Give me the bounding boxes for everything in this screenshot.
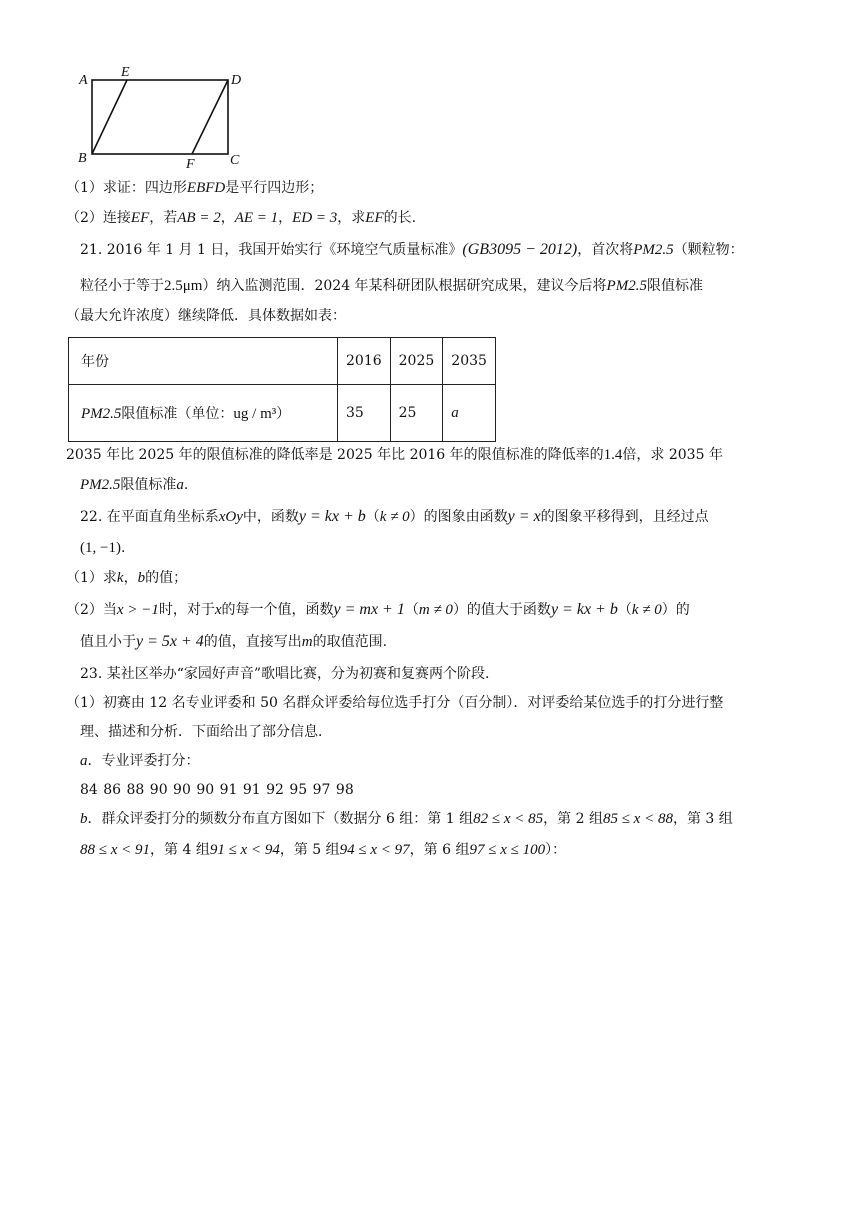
table-header-cell: 2035	[443, 338, 496, 385]
q20-part1: （1）求证：四边形EBFD是平行四边形；	[66, 180, 324, 196]
q21-line1: 21. 2016 年 1 月 1 日，我国开始实行《环境空气质量标准》(GB3095 − 2012)，首次将PM2.5（颗粒物：	[80, 241, 744, 258]
table-row	[69, 338, 496, 385]
q23-professional-scores: 84 86 88 90 90 90 91 91 92 95 97 98	[80, 782, 354, 798]
label-e: E	[121, 65, 130, 80]
table-cell: 35	[338, 385, 391, 442]
q21-line3: （最大允许浓度）继续降低．具体数据如表：	[66, 308, 346, 324]
segment-be	[92, 80, 127, 154]
q23-b-groups: 88 ≤ x < 91，第 4 组91 ≤ x < 94，第 5 组94 ≤ x < 97，第 6 组97 ≤ x ≤ 100）：	[80, 842, 567, 858]
label-f: F	[186, 157, 195, 172]
q22-line2: (1, −1).	[80, 540, 126, 556]
table-header-cell: 2025	[390, 338, 443, 385]
pm25-table	[68, 337, 496, 442]
q23-line2: （1）初赛由 12 名专业评委和 50 名群众评委给每位选手打分（百分制）．对评委给某位选手的打分进行整	[66, 695, 724, 711]
table-row	[69, 385, 496, 442]
rectangle-abcd	[92, 80, 228, 154]
table-cell: 25	[390, 385, 443, 442]
q21-line4: 2035 年比 2025 年的限值标准的降低率是 2025 年比 2016 年的限值标准的降低率的1.4倍，求 2035 年	[66, 447, 723, 463]
q22-part2: （2）当x > −1时，对于x的每一个值，函数y = mx + 1（m ≠ 0）的值大于函数y = kx + b（k ≠ 0）的	[66, 601, 690, 618]
label-b: B	[78, 151, 87, 166]
q21-line2: 粒径小于等于2.5μm）纳入监测范围．2024 年某科研团队根据研究成果，建议今后将PM2.5限值标准	[80, 278, 703, 294]
q23-line3: 理、描述和分析．下面给出了部分信息．	[80, 724, 332, 740]
table-header-cell: 年份	[69, 338, 338, 385]
q22-part1: （1）求k，b的值；	[66, 570, 188, 586]
q22-line1: 22. 在平面直角坐标系xOy中，函数y = kx + b（k ≠ 0）的图象由函数y = x的图象平移得到，且经过点	[80, 508, 709, 525]
q23-a-heading: a．专业评委打分：	[80, 753, 200, 769]
label-c: C	[230, 153, 240, 168]
q23-line1: 23. 某社区举办“家园好声音”歌唱比赛，分为初赛和复赛两个阶段.	[80, 666, 490, 682]
q20-part2: （2）连接EF，若AB = 2，AE = 1，ED = 3，求EF的长.	[66, 210, 417, 226]
q22-part2-cont: 值且小于y = 5x + 4的值，直接写出m的取值范围.	[80, 633, 388, 650]
label-a: A	[79, 73, 88, 88]
q23-b-heading: b．群众评委打分的频数分布直方图如下（数据分 6 组：第 1 组82 ≤ x < 85，第 2 组85 ≤ x < 88，第 3 组	[80, 811, 733, 827]
q21-line5: PM2.5限值标准a.	[80, 477, 189, 493]
table-header-cell: 2016	[338, 338, 391, 385]
label-d: D	[231, 73, 242, 88]
segment-fd	[192, 80, 228, 154]
geometry-figure	[74, 62, 254, 172]
table-row-label: PM2.5限值标准（单位：ug / m³）	[69, 385, 338, 442]
table-cell: a	[443, 385, 496, 442]
